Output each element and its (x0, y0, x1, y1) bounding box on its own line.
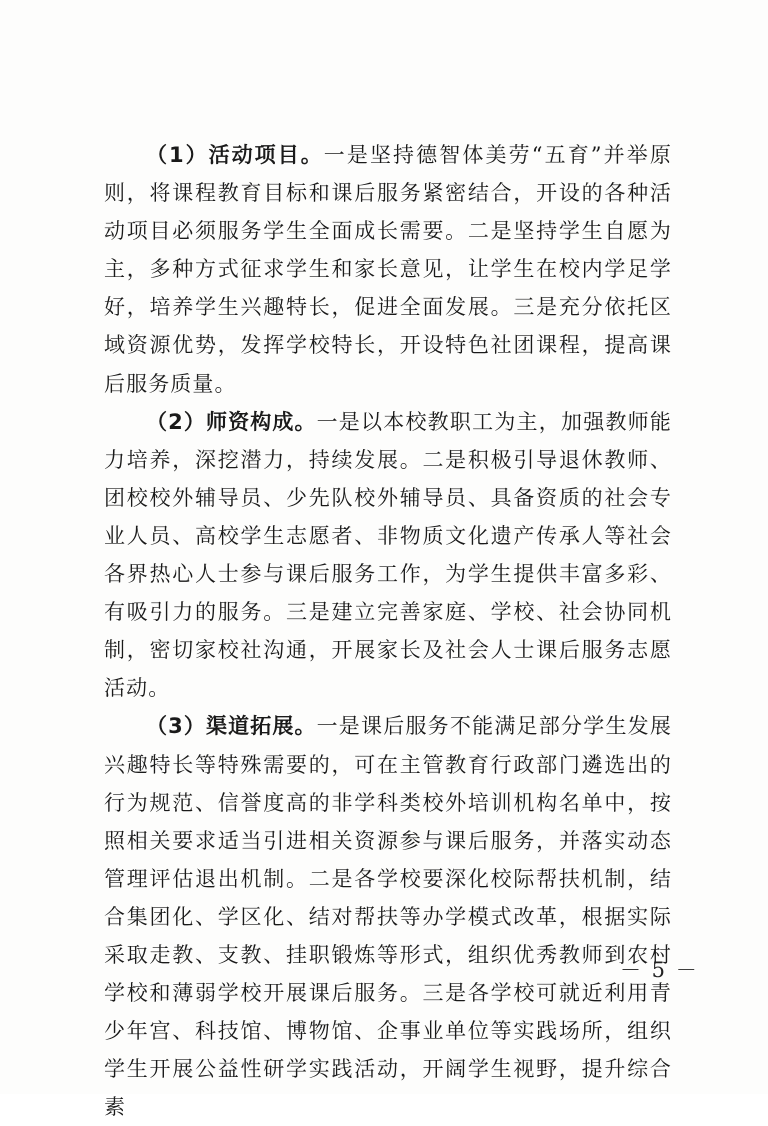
heading-channel-expansion: （3）渠道拓展。 (146, 714, 317, 739)
paragraph-teacher-composition (104, 403, 672, 708)
page-number: － 5 － (620, 958, 699, 982)
paragraph-text: 一是以本校教职工为主，加强教师能力培养，深挖潜力，持续发展。二是积极引导退休教师、团校校外辅导员、少先队校外辅导员、具备资质的社会专业人员、高校学生志愿者、非物质文化遗产传承人等社会各界热心人士参与课后服务工作，为学生提供丰富多彩、有吸引力的服务。三是建立完善家庭、学校、社会协同机制，密切家校社沟通，开展家长及社会人士课后服务志愿活动。 (104, 409, 672, 701)
document-body (104, 136, 672, 1126)
heading-teacher-composition: （2）师资构成。 (146, 409, 317, 434)
heading-activity-items: （1）活动项目。 (146, 143, 324, 167)
paragraph-channel-expansion (104, 707, 672, 1126)
paragraph-text: 一是课后服务不能满足部分学生发展兴趣特长等特殊需要的，可在主管教育行政部门遴选出的行为规范、信誉度高的非学科类校外培训机构名单中，按照相关要求适当引进相关资源参与课后服务，并落实动态管理评估退出机制。二是各学校要深化校际帮扶机制，结合集团化、学区化、结对帮扶等办学模式改革，根据实际采取走教、支教、挂职锻炼等形式，组织优秀教师到农村学校和薄弱学校开展课后服务。三是各学校可就近利用青少年宫、科技馆、博物馆、企事业单位等实践场所，组织学生开展公益性研学实践活动，开阔学生视野，提升综合素 (104, 714, 672, 1120)
paragraph-text: 一是坚持德智体美劳“五育”并举原则，将课程教育目标和课后服务紧密结合，开设的各种活动项目必须服务学生全面成长需要。二是坚持学生自愿为主，多种方式征求学生和家长意见，让学生在校内学足学好，培养学生兴趣特长，促进全面发展。三是充分依托区域资源优势，发挥学校特长，开设特色社团课程，提高课后服务质量。 (104, 143, 672, 396)
paragraph-activity-items (104, 136, 672, 403)
